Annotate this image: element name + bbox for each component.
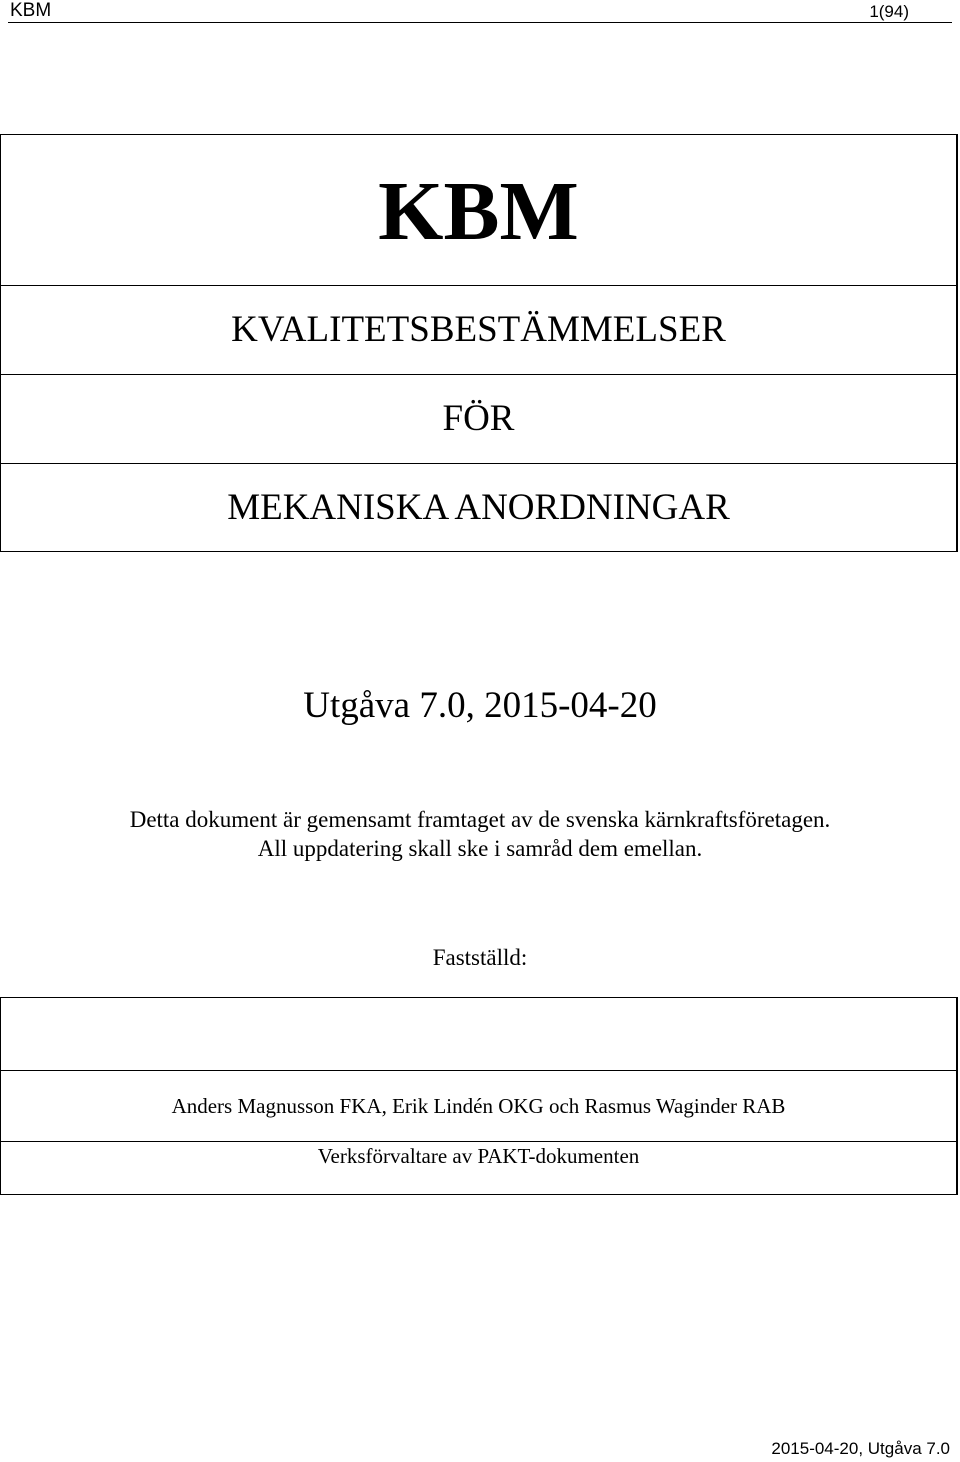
subtitle-line-3: MEKANISKA ANORDNINGAR <box>227 487 730 528</box>
description-line-2: All uppdatering skall ske i samråd dem emellan. <box>257 836 703 861</box>
edition-date: Utgåva 7.0, 2015-04-20 <box>303 685 657 726</box>
signature-line <box>1 1070 956 1071</box>
subtitle-line-1: KVALITETSBESTÄMMELSER <box>231 309 726 350</box>
document-title: KBM <box>378 165 579 258</box>
header-doc-name: KBM <box>10 0 52 21</box>
approval-label: Fastställd: <box>432 945 528 970</box>
approver-role: Verksförvaltare av PAKT-dokumenten <box>317 1144 640 1168</box>
title-divider-2 <box>1 374 956 375</box>
header-page-number: 1(94) <box>869 2 909 21</box>
header-divider <box>8 22 952 23</box>
title-divider-3 <box>1 463 956 464</box>
subtitle-line-2: FÖR <box>442 398 515 439</box>
title-block <box>0 134 958 552</box>
description-line-1: Detta dokument är gemensamt framtaget av de svenska kärnkraftsföretagen. <box>129 807 831 832</box>
description <box>0 805 960 863</box>
page-footer: 2015-04-20, Utgåva 7.0 <box>771 1439 950 1458</box>
approver-names: Anders Magnusson FKA, Erik Lindén OKG och Rasmus Waginder RAB <box>171 1094 786 1118</box>
signature-block <box>0 997 958 1195</box>
signature-divider <box>1 1141 956 1142</box>
title-divider-1 <box>1 285 956 286</box>
